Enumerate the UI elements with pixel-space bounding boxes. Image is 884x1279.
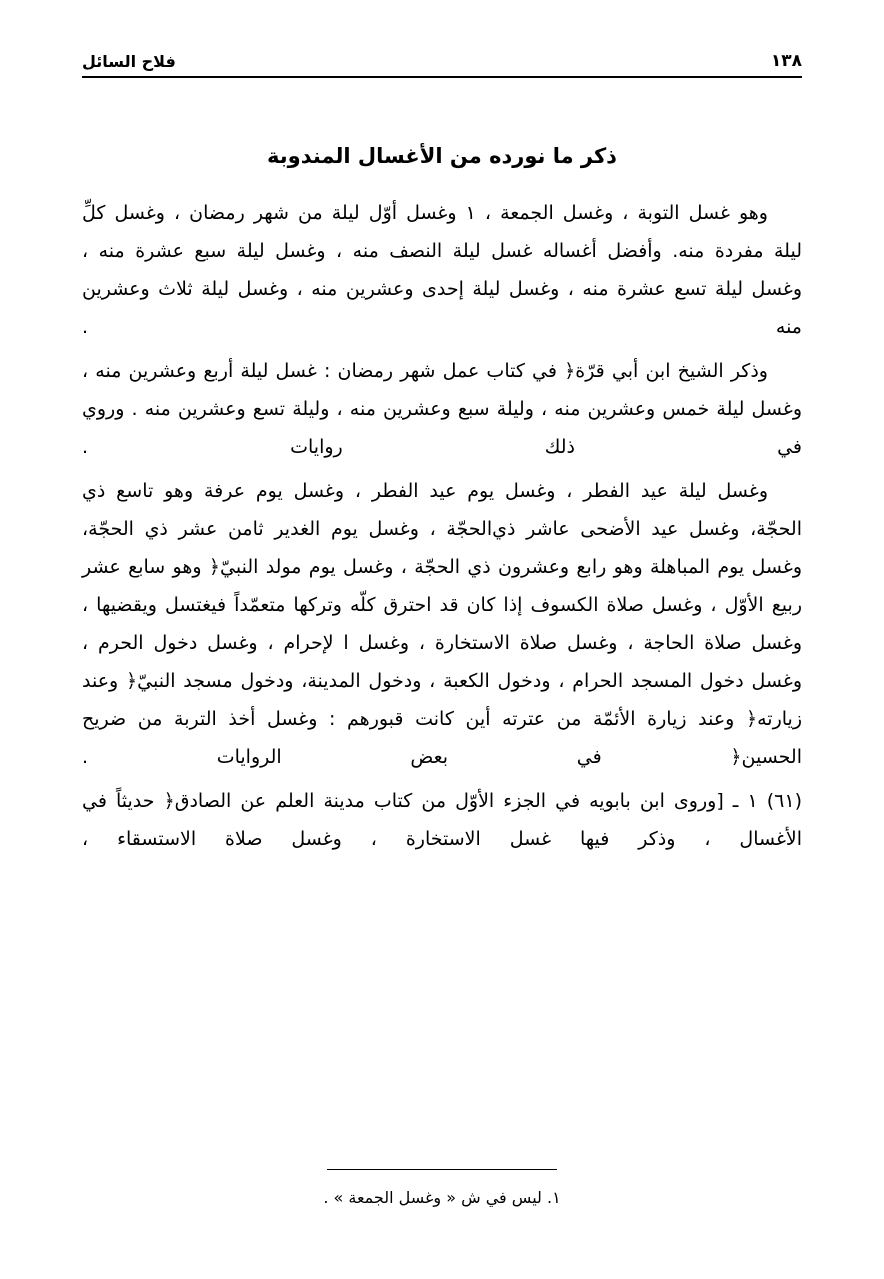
page-number: ١٣٨ (770, 51, 802, 71)
page-content-area (82, 30, 802, 1249)
footnote-area (82, 1169, 802, 1213)
page-body (82, 140, 802, 858)
footnote-text: ١. ليس في ش « وغسل الجمعة » . (323, 1188, 561, 1208)
footnote-divider (327, 1169, 557, 1170)
paragraph-4: (٦١) ١ ـ [وروى ابن بابويه في الجزء الأوّل من كتاب مدينة العلم عن الصادق﴿ حديثاً في الأغسال ، وذكر فيها غسل الاستخارة ، وغسل صلاة الاستسقاء ، (82, 789, 802, 850)
page-header (82, 30, 802, 78)
book-title: فلاح السائل (82, 52, 176, 71)
paragraph-3: وغسل ليلة عيد الفطر ، وغسل يوم عيد الفطر ، وغسل يوم عرفة وهو تاسع ذي الحجّة، وغسل عيد الأضحى عاشر ذي‌الحجّة ، وغسل يوم الغدير ثامن عشر ذي الحجّة، وغسل يوم المباهلة وهو رابع وعشرون ذي الحجّة ، وغسل يوم مولد النبيّ﴿ وهو سابع عشر ربيع الأوّل ، وغسل صلاة الكسوف إذا كان قد احترق كلّه وتركها متعمّداً فيغتسل ويقضيها ، وغسل صلاة الحاجة ، وغسل صلاة الاستخارة ، وغسل ا لإحرام ، وغسل دخول الحرم ، وغسل دخول المسجد الحرام ، ودخول الكعبة ، ودخول المدينة، ودخول مسجد النبيّ﴿ وعند زيارته﴿ وعند زيارة الأئمّة من عترته أين كانت قبورهم : وغسل أخذ التربة من ضريح الحسين﴿ في بعض الروايات . (82, 479, 802, 768)
section-title: ذكر ما نورده من الأغسال المندوبة (267, 144, 617, 168)
paragraph-2: وذكر الشيخ ابن أبي قرّة﴿ في كتاب عمل شهر رمضان : غسل ليلة أربع وعشرين منه ، وغسل ليلة خمس وعشرين منه ، وليلة سبع وعشرين منه ، وليلة تسع وعشرين منه . وروي في ذلك روايات . (82, 359, 802, 458)
paragraph-1: وهو غسل التوبة ، وغسل الجمعة ، ١ وغسل أوّل ليلة من شهر رمضان ، وغسل كلِّ ليلة مفردة منه. وأفضل أغساله غسل ليلة النصف منه ، وغسل ليلة سبع عشرة منه ، وغسل ليلة تسع عشرة منه ، وغسل ليلة إحدى وعشرين منه ، وغسل ليلة ثلاث وعشرين منه . (82, 201, 802, 338)
